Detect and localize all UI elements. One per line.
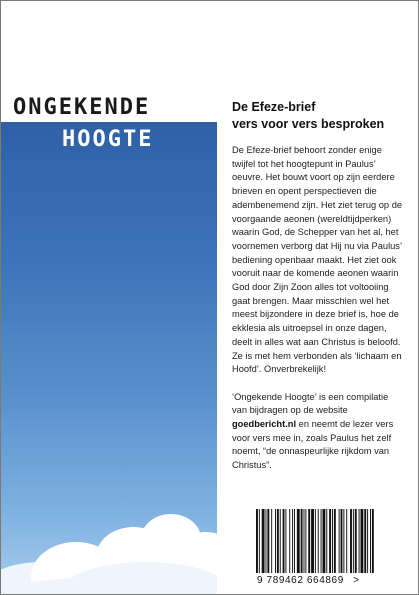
subtitle-line-1: De Efeze-brief — [232, 100, 316, 114]
barcode-bars — [254, 509, 410, 575]
isbn-barcode — [254, 509, 410, 579]
blurb-paragraph-2-end: en neemt de lezer vers voor vers mee in, zoals Paulus het zelf noemt, “de onnaspeurlijke rijkdom van Christus”. — [232, 419, 394, 471]
subtitle-line-2: vers voor vers besproken — [232, 117, 385, 131]
isbn-number — [257, 575, 417, 586]
isbn-digits: 9 789462 664869 — [257, 575, 344, 586]
blurb-paragraph-2 — [232, 391, 404, 473]
website-name: goedbericht.nl — [232, 419, 297, 430]
isbn-arrow: > — [353, 575, 360, 586]
blurb-paragraph-1: De Efeze-brief behoort zonder enige twijfel tot het hoogtepunt in Paulus’ oeuvre. Het bouwt voort op zijn eerdere brieven en opent perspectieven die adembenemend zijn. Het ziet terug op de voorgaande aeonen (wereldtijdperken) waarin God, de Schepper van het al, het voornemen verborg dat Hij nu via Paulus’ bediening openbaar maakt. Het ziet ook vooruit naar de komende aeonen waarin God door Zijn Zoon alles tot voltooiing gaat brengen. Maar misschien wel het meest bijzondere in deze brief is, hoe de ekklesia als uitroepsel in onze dagen, deelt in alles wat aan Christus is beloofd. Ze is met hem verbonden als ‘lichaam en Hoofd’. Onverbrekelijk! — [232, 145, 403, 375]
sky-photo — [1, 122, 217, 595]
blurb-paragraph-2-start: ‘Ongekende Hoogte’ is een compilatie van bijdragen op de website — [232, 391, 389, 416]
title-line-hoogte: HOOGTE — [62, 127, 154, 152]
title-line-ongekende: ONGEKENDE — [13, 95, 151, 120]
subtitle — [232, 99, 412, 133]
blurb — [232, 144, 404, 487]
